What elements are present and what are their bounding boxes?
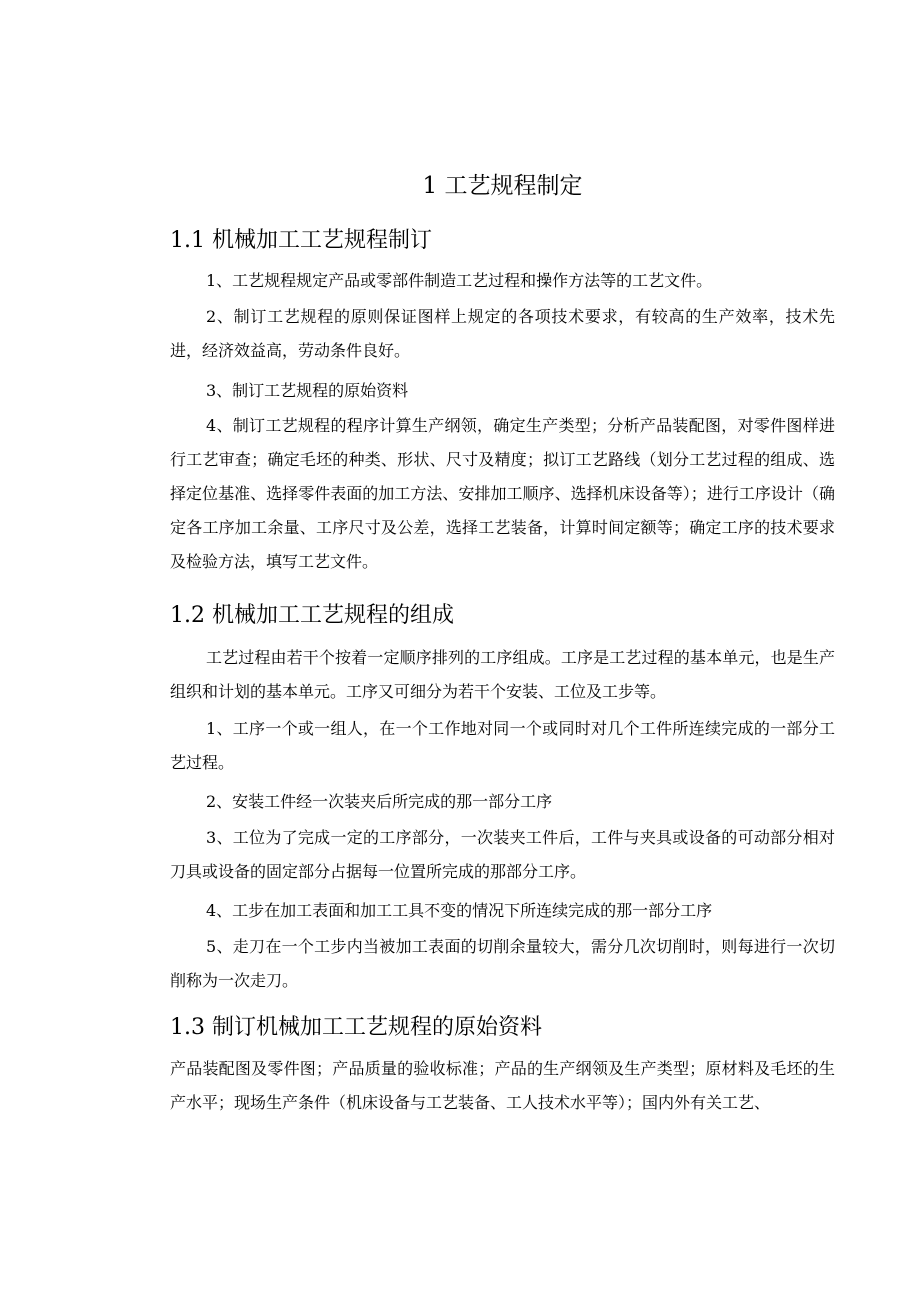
paragraph: 1、工序一个或一组人，在一个工作地对同一个或同时对几个工件所连续完成的一部分工艺过程。 xyxy=(170,719,835,772)
paragraph: 3、工位为了完成一定的工序部分，一次装夹工件后，工件与夹具或设备的可动部分相对刀具或设备的固定部分占据每一位置所完成的那部分工序。 xyxy=(170,828,835,881)
paragraph: 产品装配图及零件图；产品质量的验收标准；产品的生产纲领及生产类型；原材料及毛坯的生产水平；现场生产条件（机床设备与工艺装备、工人技术水平等）；国内外有关工艺、 xyxy=(170,1059,835,1112)
paragraph: 1、工艺规程规定产品或零部件制造工艺过程和操作方法等的工艺文件。 xyxy=(206,271,713,290)
paragraph: 5、走刀在一个工步内当被加工表面的切削余量较大，需分几次切削时，则每进行一次切削称为一次走刀。 xyxy=(170,937,835,990)
paragraph: 2、制订工艺规程的原则保证图样上规定的各项技术要求，有较高的生产效率，技术先进，经济效益高，劳动条件良好。 xyxy=(170,307,835,360)
paragraph: 工艺过程由若干个按着一定顺序排列的工序组成。工序是工艺过程的基本单元，也是生产组织和计划的基本单元。工序又可细分为若干个安装、工位及工步等。 xyxy=(170,648,835,701)
paragraph: 4、工步在加工表面和加工工具不变的情况下所连续完成的那一部分工序 xyxy=(206,901,713,920)
paragraph: 4、制订工艺规程的程序计算生产纲领，确定生产类型；分析产品装配图，对零件图样进行工艺审查；确定毛坯的种类、形状、尺寸及精度；拟订工艺路线（划分工艺过程的组成、选择定位基准、选择零件表面的加工方法、安排加工顺序、选择机床设备等）；进行工序设计（确定各工序加工余量、工序尺寸及公差，选择工艺装备，计算时间定额等；确定工序的技术要求及检验方法，填写工艺文件。 xyxy=(170,416,835,571)
section-heading-1-2: 1.2 机械加工工艺规程的组成 xyxy=(170,603,454,628)
paragraph: 3、制订工艺规程的原始资料 xyxy=(206,381,409,400)
paragraph: 2、安装工件经一次装夹后所完成的那一部分工序 xyxy=(206,792,553,811)
document-title: 1 工艺规程制定 xyxy=(422,173,583,199)
section-heading-1-3: 1.3 制订机械加工工艺规程的原始资料 xyxy=(170,1015,542,1040)
section-heading-1-1: 1.1 机械加工工艺规程制订 xyxy=(170,228,432,253)
